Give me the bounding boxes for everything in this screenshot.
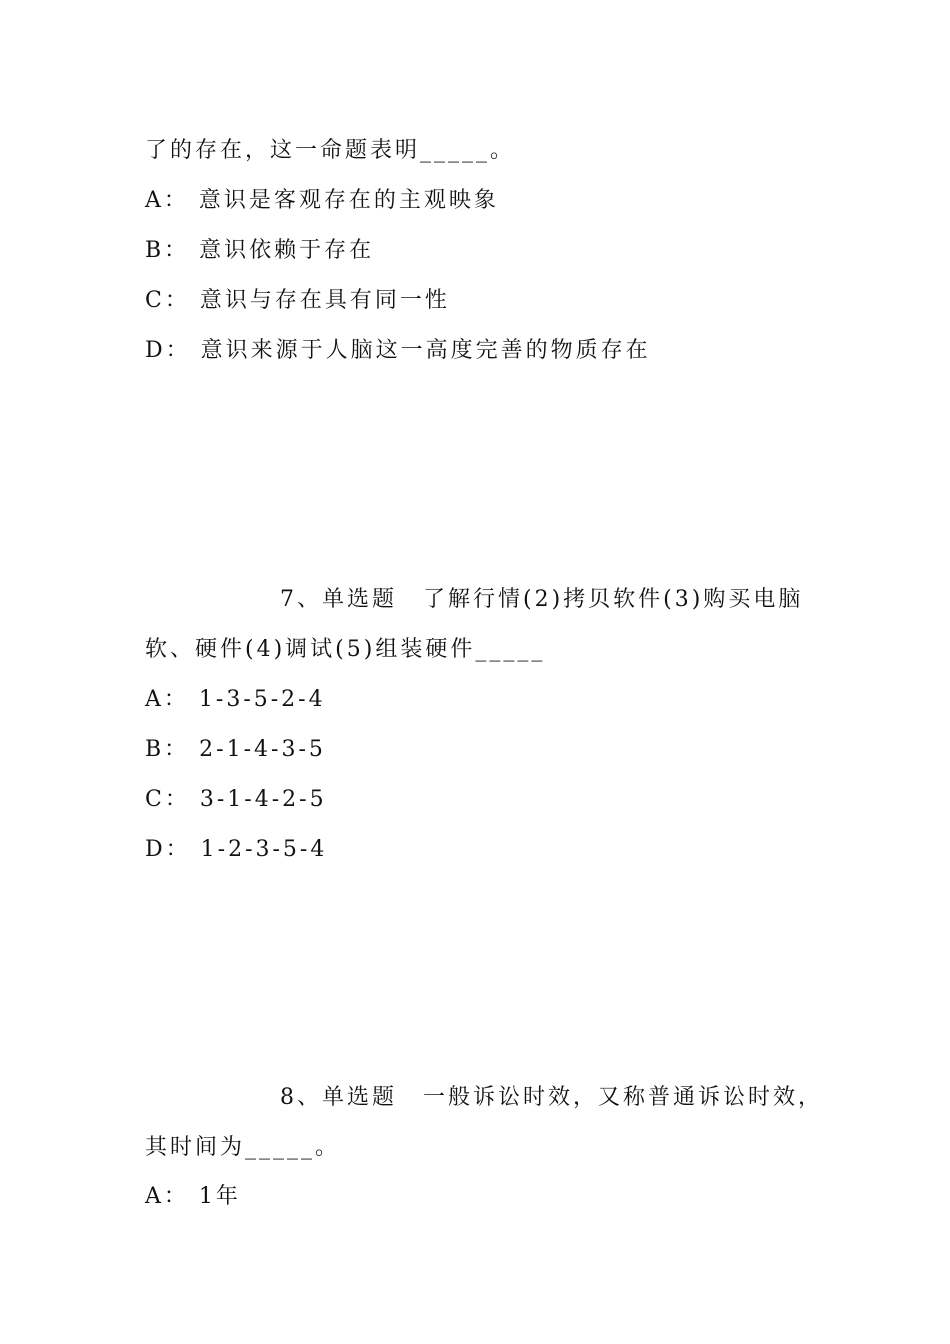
option-key: A： <box>145 188 189 213</box>
option-key: B： <box>145 737 190 762</box>
option-text: 3-1-4-2-5 <box>199 787 327 812</box>
q7-heading <box>280 585 803 615</box>
question-type: 单选题 <box>322 1085 398 1110</box>
q7-stem-line2: 软、硬件(4)调试(5)组装硬件_____ <box>145 637 546 662</box>
q6-option-a <box>145 186 499 216</box>
option-text: 意识是客观存在的主观映象 <box>198 188 499 213</box>
option-key: D： <box>145 338 191 363</box>
question-stem: 了解行情(2)拷贝软件(3)购买电脑 <box>423 587 804 612</box>
q7-option-a <box>145 685 326 715</box>
question-number: 7、 <box>280 587 322 612</box>
q6-option-c <box>145 286 450 316</box>
option-text: 2-1-4-3-5 <box>199 737 326 762</box>
option-text: 意识依赖于存在 <box>199 238 375 263</box>
question-stem: 一般诉讼时效，又称普通诉讼时效， <box>423 1085 824 1110</box>
q6-option-d <box>145 336 651 366</box>
q8-heading <box>280 1083 823 1113</box>
q7-option-c <box>145 785 327 815</box>
option-text: 意识与存在具有同一性 <box>199 288 450 313</box>
q8-option-a <box>145 1182 241 1212</box>
option-key: D： <box>145 837 191 862</box>
option-key: C： <box>145 288 190 313</box>
option-text: 1-3-5-2-4 <box>198 687 326 712</box>
question-number: 8、 <box>280 1085 322 1110</box>
option-text: 1-2-3-5-4 <box>200 837 328 862</box>
option-key: B： <box>145 238 190 263</box>
question-type: 单选题 <box>322 587 398 612</box>
option-key: A： <box>145 687 189 712</box>
q7-option-b <box>145 735 326 765</box>
option-text: 意识来源于人脑这一高度完善的物质存在 <box>200 338 651 363</box>
option-text: 1年 <box>198 1184 241 1209</box>
option-key: C： <box>145 787 190 812</box>
q7-option-d <box>145 835 327 865</box>
q8-stem-line2: 其时间为_____。 <box>145 1135 341 1160</box>
q6-option-b <box>145 236 374 266</box>
option-key: A： <box>145 1184 189 1209</box>
q6-stem-tail: 了的存在，这一命题表明_____。 <box>145 138 516 163</box>
